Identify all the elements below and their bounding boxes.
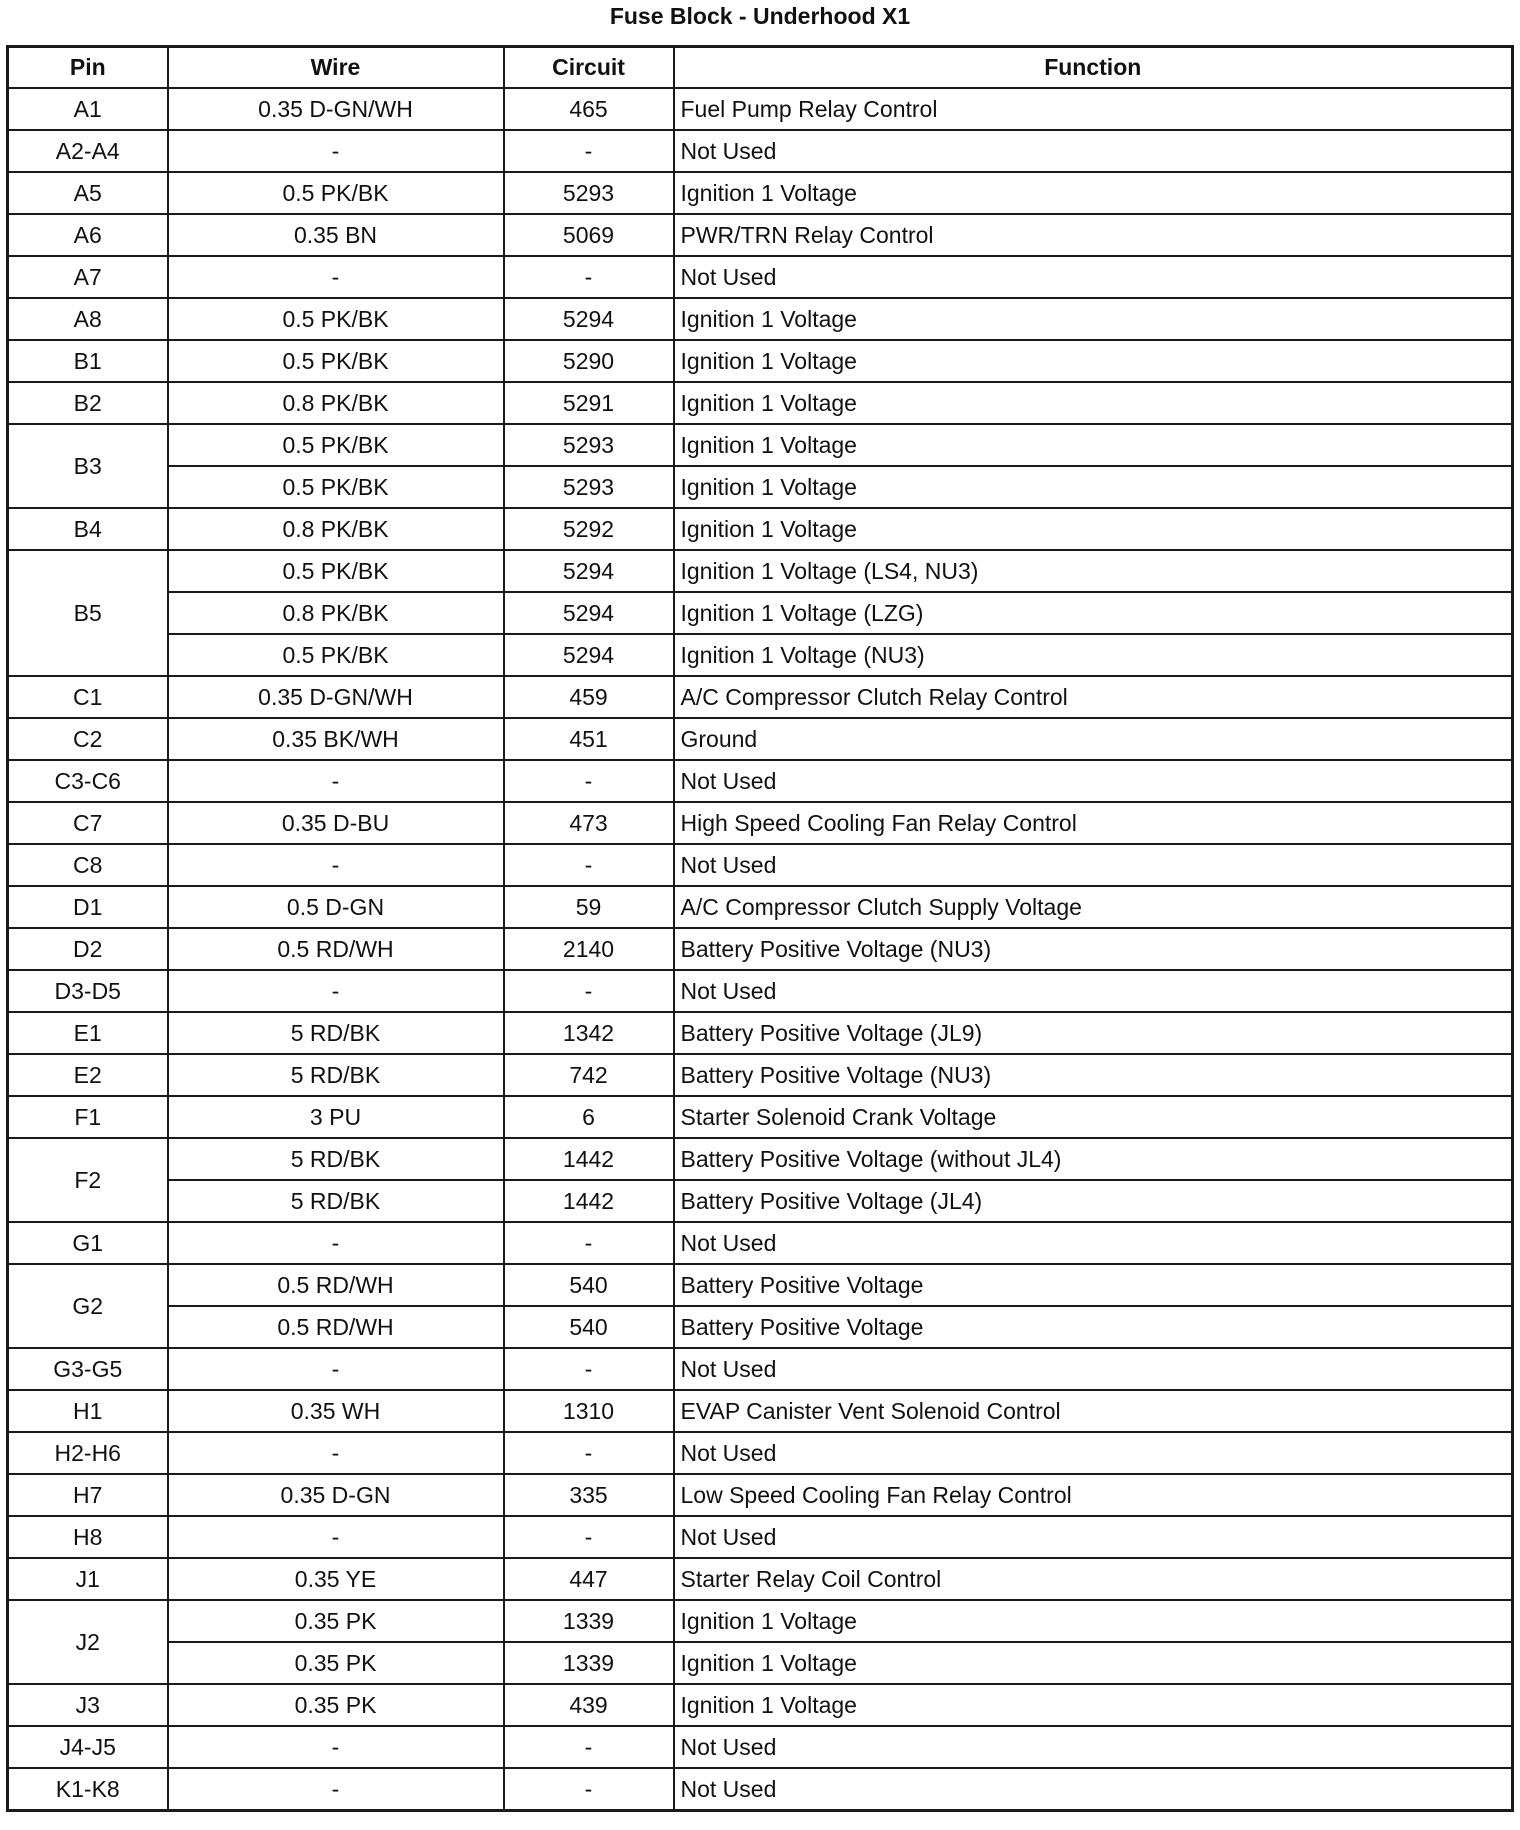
- table-body: [8, 88, 1513, 1811]
- pin-cell: J4-J5: [8, 1726, 168, 1768]
- pin-cell: A5: [8, 172, 168, 214]
- wire-cell: 5 RD/BK: [168, 1180, 504, 1222]
- wire-cell: -: [168, 1432, 504, 1474]
- wire-cell: 0.35 D-GN/WH: [168, 88, 504, 130]
- circuit-cell: -: [504, 1768, 674, 1811]
- circuit-cell: 1442: [504, 1180, 674, 1222]
- pin-cell: B2: [8, 382, 168, 424]
- table-row: [8, 466, 1513, 508]
- pin-cell: J1: [8, 1558, 168, 1600]
- wire-cell: 0.35 PK: [168, 1642, 504, 1684]
- circuit-cell: 6: [504, 1096, 674, 1138]
- function-cell: Battery Positive Voltage (without JL4): [674, 1138, 1513, 1180]
- pin-cell: C2: [8, 718, 168, 760]
- circuit-cell: 5294: [504, 592, 674, 634]
- function-cell: A/C Compressor Clutch Relay Control: [674, 676, 1513, 718]
- circuit-cell: 2140: [504, 928, 674, 970]
- function-cell: PWR/TRN Relay Control: [674, 214, 1513, 256]
- function-cell: A/C Compressor Clutch Supply Voltage: [674, 886, 1513, 928]
- table-row: [8, 1222, 1513, 1264]
- wire-cell: -: [168, 1768, 504, 1811]
- function-cell: Battery Positive Voltage (JL9): [674, 1012, 1513, 1054]
- wire-cell: 0.5 PK/BK: [168, 634, 504, 676]
- table-row: [8, 1432, 1513, 1474]
- pin-cell: B1: [8, 340, 168, 382]
- circuit-cell: -: [504, 1222, 674, 1264]
- function-cell: Ignition 1 Voltage: [674, 340, 1513, 382]
- table-row: [8, 1600, 1513, 1642]
- table-row: [8, 1138, 1513, 1180]
- circuit-cell: -: [504, 760, 674, 802]
- wire-cell: 0.35 PK: [168, 1600, 504, 1642]
- pin-cell: H8: [8, 1516, 168, 1558]
- table-row: [8, 1054, 1513, 1096]
- wire-cell: 0.35 BK/WH: [168, 718, 504, 760]
- column-header-circuit: Circuit: [504, 47, 674, 89]
- circuit-cell: 1342: [504, 1012, 674, 1054]
- wire-cell: 0.5 PK/BK: [168, 172, 504, 214]
- table-title: Fuse Block - Underhood X1: [609, 3, 911, 29]
- function-cell: Low Speed Cooling Fan Relay Control: [674, 1474, 1513, 1516]
- wire-cell: -: [168, 1516, 504, 1558]
- circuit-cell: 5294: [504, 550, 674, 592]
- circuit-cell: 473: [504, 802, 674, 844]
- pin-cell: E1: [8, 1012, 168, 1054]
- wire-cell: 0.5 PK/BK: [168, 340, 504, 382]
- table-row: [8, 634, 1513, 676]
- table-row: [8, 970, 1513, 1012]
- function-cell: Not Used: [674, 1222, 1513, 1264]
- table-row: [8, 1726, 1513, 1768]
- pin-cell: C8: [8, 844, 168, 886]
- pin-cell: A2-A4: [8, 130, 168, 172]
- circuit-cell: -: [504, 970, 674, 1012]
- wire-cell: 0.35 D-GN: [168, 1474, 504, 1516]
- wire-cell: -: [168, 760, 504, 802]
- table-row: [8, 382, 1513, 424]
- table-row: [8, 214, 1513, 256]
- column-header-function: Function: [674, 47, 1513, 89]
- table-row: [8, 1516, 1513, 1558]
- table-row: [8, 844, 1513, 886]
- function-cell: Battery Positive Voltage: [674, 1264, 1513, 1306]
- pin-cell: J2: [8, 1600, 168, 1684]
- table-row: [8, 1558, 1513, 1600]
- wire-cell: 0.35 D-GN/WH: [168, 676, 504, 718]
- circuit-cell: 1442: [504, 1138, 674, 1180]
- pin-cell: K1-K8: [8, 1768, 168, 1811]
- pin-cell: D1: [8, 886, 168, 928]
- table-row: [8, 172, 1513, 214]
- function-cell: Battery Positive Voltage: [674, 1306, 1513, 1348]
- pin-cell: B3: [8, 424, 168, 508]
- function-cell: EVAP Canister Vent Solenoid Control: [674, 1390, 1513, 1432]
- wire-cell: -: [168, 1222, 504, 1264]
- function-cell: Ignition 1 Voltage (LZG): [674, 592, 1513, 634]
- function-cell: Not Used: [674, 844, 1513, 886]
- pin-cell: F1: [8, 1096, 168, 1138]
- function-cell: Ignition 1 Voltage: [674, 1642, 1513, 1684]
- wire-cell: 0.5 RD/WH: [168, 1306, 504, 1348]
- function-cell: Ignition 1 Voltage: [674, 1684, 1513, 1726]
- wire-cell: 0.35 WH: [168, 1390, 504, 1432]
- table-row: [8, 1012, 1513, 1054]
- circuit-cell: 5291: [504, 382, 674, 424]
- table-row: [8, 424, 1513, 466]
- wire-cell: 0.5 PK/BK: [168, 298, 504, 340]
- table-row: [8, 718, 1513, 760]
- table-row: [8, 676, 1513, 718]
- function-cell: Not Used: [674, 1432, 1513, 1474]
- pin-cell: H7: [8, 1474, 168, 1516]
- wire-cell: 5 RD/BK: [168, 1054, 504, 1096]
- wire-cell: 5 RD/BK: [168, 1012, 504, 1054]
- column-header-wire: Wire: [168, 47, 504, 89]
- pin-cell: C7: [8, 802, 168, 844]
- circuit-cell: 5293: [504, 466, 674, 508]
- wire-cell: -: [168, 844, 504, 886]
- pin-cell: F2: [8, 1138, 168, 1222]
- header-row: [8, 47, 1513, 89]
- function-cell: Ignition 1 Voltage: [674, 298, 1513, 340]
- table-row: [8, 592, 1513, 634]
- pin-cell: J3: [8, 1684, 168, 1726]
- wire-cell: 0.5 RD/WH: [168, 928, 504, 970]
- circuit-cell: 335: [504, 1474, 674, 1516]
- function-cell: Not Used: [674, 1516, 1513, 1558]
- function-cell: Ignition 1 Voltage (NU3): [674, 634, 1513, 676]
- pin-cell: A8: [8, 298, 168, 340]
- table-row: [8, 1390, 1513, 1432]
- table-row: [8, 760, 1513, 802]
- table-row: [8, 1768, 1513, 1811]
- pin-cell: A1: [8, 88, 168, 130]
- pin-cell: B5: [8, 550, 168, 676]
- circuit-cell: 5294: [504, 634, 674, 676]
- pinout-table: [6, 45, 1514, 1812]
- wire-cell: 0.5 D-GN: [168, 886, 504, 928]
- circuit-cell: 5290: [504, 340, 674, 382]
- wire-cell: 0.5 PK/BK: [168, 550, 504, 592]
- pin-cell: C3-C6: [8, 760, 168, 802]
- wire-cell: 3 PU: [168, 1096, 504, 1138]
- table-row: [8, 1306, 1513, 1348]
- circuit-cell: 1310: [504, 1390, 674, 1432]
- table-row: [8, 1096, 1513, 1138]
- pin-cell: A6: [8, 214, 168, 256]
- pin-cell: H1: [8, 1390, 168, 1432]
- wire-cell: 0.8 PK/BK: [168, 382, 504, 424]
- circuit-cell: 742: [504, 1054, 674, 1096]
- function-cell: Ignition 1 Voltage (LS4, NU3): [674, 550, 1513, 592]
- circuit-cell: -: [504, 1432, 674, 1474]
- wire-cell: 5 RD/BK: [168, 1138, 504, 1180]
- function-cell: Battery Positive Voltage (JL4): [674, 1180, 1513, 1222]
- wire-cell: 0.35 YE: [168, 1558, 504, 1600]
- function-cell: Not Used: [674, 1348, 1513, 1390]
- table-row: [8, 340, 1513, 382]
- table-row: [8, 802, 1513, 844]
- circuit-cell: -: [504, 844, 674, 886]
- pin-cell: E2: [8, 1054, 168, 1096]
- wire-cell: 0.8 PK/BK: [168, 592, 504, 634]
- circuit-cell: 447: [504, 1558, 674, 1600]
- function-cell: Not Used: [674, 1768, 1513, 1811]
- table-row: [8, 1642, 1513, 1684]
- wire-cell: -: [168, 256, 504, 298]
- table-row: [8, 130, 1513, 172]
- function-cell: Fuel Pump Relay Control: [674, 88, 1513, 130]
- pin-cell: D3-D5: [8, 970, 168, 1012]
- table-row: [8, 298, 1513, 340]
- circuit-cell: 5293: [504, 424, 674, 466]
- circuit-cell: 59: [504, 886, 674, 928]
- table-row: [8, 1180, 1513, 1222]
- circuit-cell: 451: [504, 718, 674, 760]
- wire-cell: 0.5 RD/WH: [168, 1264, 504, 1306]
- function-cell: Ignition 1 Voltage: [674, 466, 1513, 508]
- circuit-cell: 540: [504, 1264, 674, 1306]
- function-cell: Ground: [674, 718, 1513, 760]
- function-cell: Ignition 1 Voltage: [674, 382, 1513, 424]
- table-row: [8, 928, 1513, 970]
- function-cell: Ignition 1 Voltage: [674, 1600, 1513, 1642]
- function-cell: Starter Relay Coil Control: [674, 1558, 1513, 1600]
- function-cell: Not Used: [674, 1726, 1513, 1768]
- table-row: [8, 256, 1513, 298]
- table-row: [8, 1474, 1513, 1516]
- circuit-cell: -: [504, 130, 674, 172]
- function-cell: Ignition 1 Voltage: [674, 508, 1513, 550]
- table-row: [8, 1348, 1513, 1390]
- wire-cell: 0.35 D-BU: [168, 802, 504, 844]
- wire-cell: -: [168, 970, 504, 1012]
- table-row: [8, 88, 1513, 130]
- function-cell: Starter Solenoid Crank Voltage: [674, 1096, 1513, 1138]
- circuit-cell: -: [504, 256, 674, 298]
- function-cell: Battery Positive Voltage (NU3): [674, 928, 1513, 970]
- table-row: [8, 1684, 1513, 1726]
- function-cell: Not Used: [674, 970, 1513, 1012]
- wire-cell: 0.5 PK/BK: [168, 424, 504, 466]
- circuit-cell: 439: [504, 1684, 674, 1726]
- pin-cell: H2-H6: [8, 1432, 168, 1474]
- circuit-cell: 5069: [504, 214, 674, 256]
- table-header: [8, 47, 1513, 89]
- wire-cell: 0.8 PK/BK: [168, 508, 504, 550]
- circuit-cell: 1339: [504, 1642, 674, 1684]
- function-cell: Battery Positive Voltage (NU3): [674, 1054, 1513, 1096]
- function-cell: High Speed Cooling Fan Relay Control: [674, 802, 1513, 844]
- pin-cell: G1: [8, 1222, 168, 1264]
- wire-cell: 0.35 PK: [168, 1684, 504, 1726]
- circuit-cell: 5293: [504, 172, 674, 214]
- circuit-cell: -: [504, 1348, 674, 1390]
- wire-cell: -: [168, 1726, 504, 1768]
- circuit-cell: 540: [504, 1306, 674, 1348]
- table-row: [8, 550, 1513, 592]
- column-header-pin: Pin: [8, 47, 168, 89]
- function-cell: Ignition 1 Voltage: [674, 424, 1513, 466]
- pin-cell: B4: [8, 508, 168, 550]
- pin-cell: A7: [8, 256, 168, 298]
- function-cell: Not Used: [674, 130, 1513, 172]
- wire-cell: -: [168, 130, 504, 172]
- table-row: [8, 1264, 1513, 1306]
- pin-cell: G2: [8, 1264, 168, 1348]
- table-row: [8, 508, 1513, 550]
- circuit-cell: 465: [504, 88, 674, 130]
- wire-cell: 0.35 BN: [168, 214, 504, 256]
- function-cell: Not Used: [674, 256, 1513, 298]
- wire-cell: 0.5 PK/BK: [168, 466, 504, 508]
- wire-cell: -: [168, 1348, 504, 1390]
- circuit-cell: -: [504, 1726, 674, 1768]
- circuit-cell: -: [504, 1516, 674, 1558]
- function-cell: Not Used: [674, 760, 1513, 802]
- pin-cell: G3-G5: [8, 1348, 168, 1390]
- circuit-cell: 459: [504, 676, 674, 718]
- pin-cell: C1: [8, 676, 168, 718]
- circuit-cell: 5292: [504, 508, 674, 550]
- function-cell: Ignition 1 Voltage: [674, 172, 1513, 214]
- circuit-cell: 1339: [504, 1600, 674, 1642]
- table-row: [8, 886, 1513, 928]
- circuit-cell: 5294: [504, 298, 674, 340]
- pin-cell: D2: [8, 928, 168, 970]
